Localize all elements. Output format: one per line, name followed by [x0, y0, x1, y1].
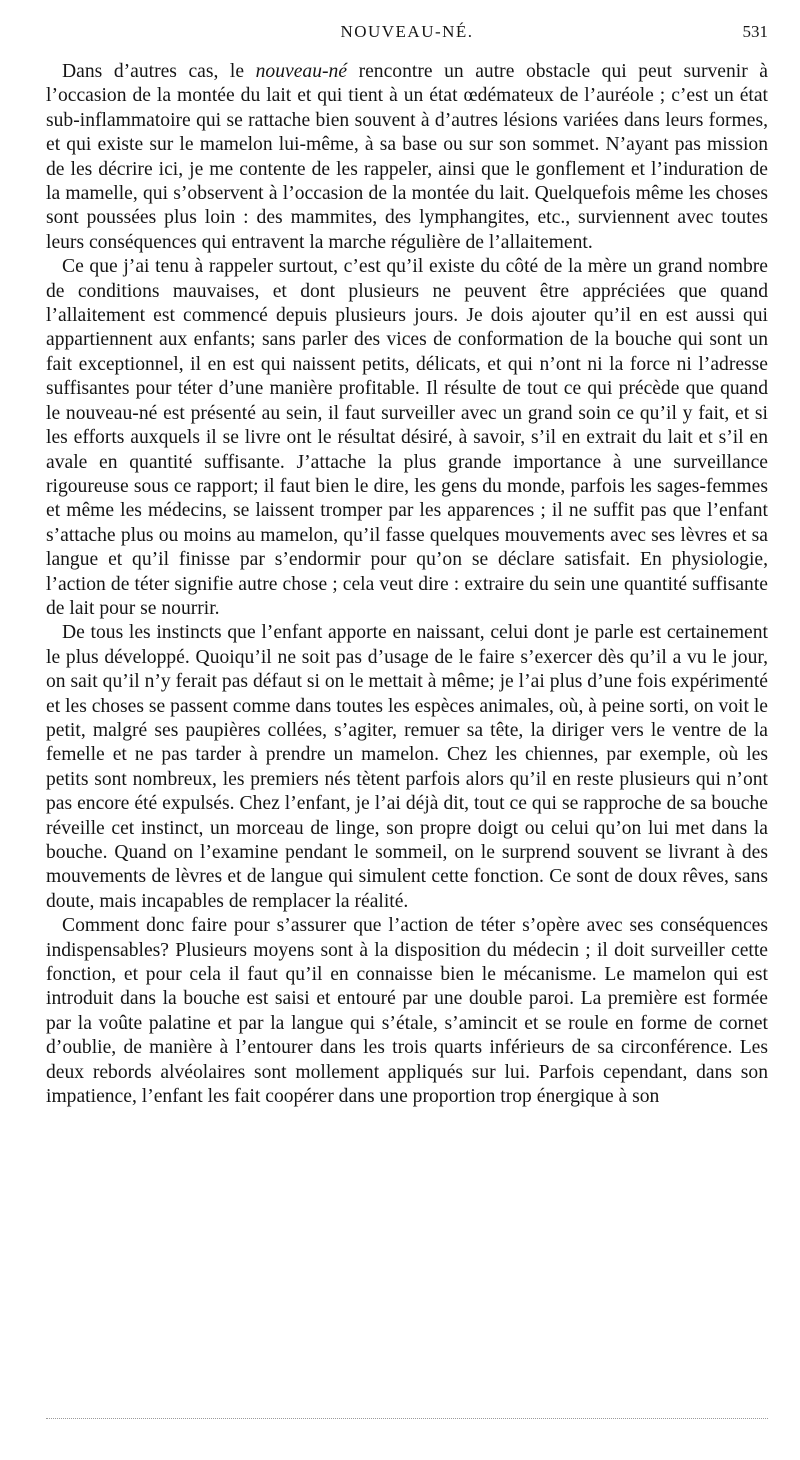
- paragraph: De tous les instincts que l’enfant apporte en naissant, celui dont je parle est certainement le plus développé. Quoiqu’il ne soit pas d’usage de le faire s’exercer dès qu’il a vu le jour, on sait qu’il n’y ferait pas défaut si on le mettait à même; je l’ai plus d’une fois expérimenté et les choses se passent comme dans toutes les espèces animales, où, à peine sorti, on voit le petit, malgré ses paupières collées, s’agiter, remuer sa tête, la diriger vers le ventre de la femelle et ne pas tarder à prendre un mamelon. Chez les chiennes, par exemple, où les petits sont nombreux, les premiers nés tètent parfois alors qu’il en reste plusieurs qui n’ont pas encore été expulsés. Chez l’enfant, je l’ai déjà dit, tout ce qui se rapproche de sa bouche réveille cet instinct, un morceau de linge, son propre doigt ou celui qu’on lui met dans la bouche. Quand on l’examine pendant le sommeil, on le surprend souvent se livrant à des mouvements de lèvres et de langue qui simulent cette fonction. Ce sont de doux rêves, sans doute, mais incapables de remplacer la réalité.: [46, 622, 768, 912]
- body-text: [46, 60, 768, 1109]
- page-number: 531: [742, 22, 768, 41]
- bottom-rule: [46, 1418, 768, 1419]
- paragraph: [46, 60, 768, 255]
- italic-term: nouveau-né: [255, 61, 348, 82]
- paragraph: Comment donc faire pour s’assurer que l’action de téter s’opère avec ses conséquences indispensables? Plusieurs moyens sont à la disposition du médecin ; il doit surveiller cette fonction, et pour cela il faut qu’il en connaisse bien le mécanisme. Le mamelon qui est introduit dans la bouche est saisi et entouré par une double paroi. La première est formée par la voûte palatine et par la langue qui s’étale, s’amincit et se roule en forme de cornet d’oublie, de manière à l’entourer dans les trois quarts inférieurs de sa circonférence. Les deux rebords alvéolaires sont mollement appliqués sur lui. Parfois cependant, dans son impatience, l’enfant les fait coopérer dans une proportion trop énergique à son: [46, 915, 768, 1108]
- book-page: [46, 0, 768, 1460]
- paragraph-text: rencontre un autre obstacle qui peut survenir à l’occasion de la montée du lait et qui tient à un état œdémateux de l’auréole ; c’est un état sub-inflammatoire qui se rattache bien souvent à d’autres lésions variées dans leurs formes, et qui existe sur le mamelon lui-même, à sa base ou sur son sommet. N’ayant pas mission de les décrire ici, je me contente de les rappeler, ainsi que le gonflement et l’induration de la mamelle, qui s’observent à l’occasion de la montée du lait. Quelquefois même les choses sont poussées plus loin : des mammites, des lymphangites, etc., surviennent avec toutes leurs conséquences qui entravent la marche régulière de l’allaitement.: [46, 61, 768, 253]
- running-title: NOUVEAU-NÉ.: [340, 22, 474, 41]
- paragraph: Ce que j’ai tenu à rappeler surtout, c’est qu’il existe du côté de la mère un grand nombre de conditions mauvaises, et dont plusieurs ne peuvent être appréciées que quand l’allaitement est commencé depuis plusieurs jours. Je dois ajouter qu’il en est aussi qui appartiennent aux enfants; sans parler des vices de conformation de la bouche qui sont un fait exceptionnel, il en est qui naissent petits, délicats, et qui n’ont ni la force ni l’adresse suffisantes pour téter d’une manière profitable. Il résulte de tout ce qui précède que quand le nouveau-né est présenté au sein, il faut surveiller avec un grand soin ce qu’il y fait, et si les efforts auxquels il se livre ont le résultat désiré, à savoir, s’il en extrait du lait et s’il en avale en quantité suffisante. J’attache la plus grande importance à une surveillance rigoureuse sous ce rapport; il faut bien le dire, les gens du monde, parfois les sages-femmes et même les médecins, se laissent tromper par les apparences ; il ne suffit pas que l’enfant s’attache plus ou moins au mamelon, qu’il fasse quelques mouvements avec ses lèvres et sa langue et qu’il finisse par s’endormir pour qu’on se déclare satisfait. En physiologie, l’action de téter signifie autre chose ; cela veut dire : extraire du sein une quantité suffisante de lait pour se nourrir.: [46, 256, 768, 619]
- paragraph-text: Dans d’autres cas, le: [62, 61, 256, 82]
- running-head: [46, 0, 768, 44]
